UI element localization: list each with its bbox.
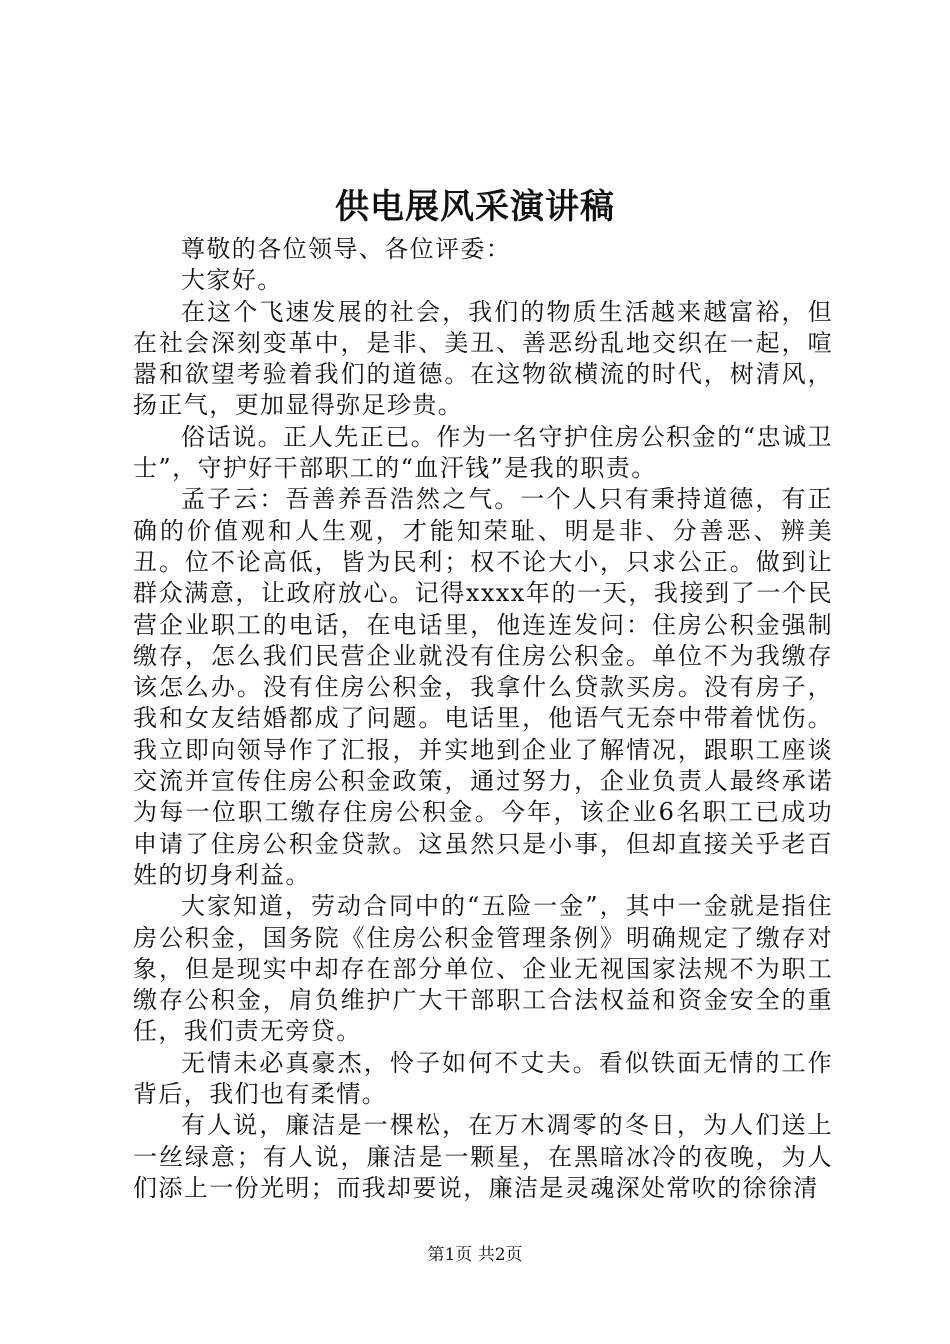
paragraph: 孟子云：吾善养吾浩然之气。一个人只有秉持道德，有正确的价值观和人生观，才能知荣耻、明是非、分善恶、辨美丑。位不论高低，皆为民利；权不论大小，只求公正。做到让群众满意，让政府放心。记得xxxx年的一天，我接到了一个民营企业职工的电话，在电话里，他连连发问：住房公积金强制缴存，怎么我们民营企业就没有住房公积金。单位不为我缴存该怎么办。没有住房公积金，我拿什么贷款买房。没有房子，我和女友结婚都成了问题。电话里，他语气无奈中带着忧伤。我立即向领导作了汇报，并实地到企业了解情况，跟职工座谈交流并宣传住房公积金政策，通过努力，企业负责人最终承诺为每一位职工缴存住房公积金。今年，该企业6名职工已成功申请了住房公积金贷款。这虽然只是小事，但却直接关乎老百姓的切身利益。 bbox=[133, 485, 833, 889]
paragraph-salutation: 尊敬的各位领导、各位评委： bbox=[181, 235, 512, 263]
paragraph: 俗话说。正人先正已。作为一名守护住房公积金的“忠诚卫士”，守护好干部职工的“血汗钱”是我的职责。 bbox=[133, 422, 833, 483]
paragraph: 大家知道，劳动合同中的“五险一金”，其中一金就是指住房公积金，国务院《住房公积金管理条例》明确规定了缴存对象，但是现实中却存在部分单位、企业无视国家法规不为职工缴存公积金，肩负维护广大干部职工合法权益和资金安全的重任，我们责无旁贷。 bbox=[133, 892, 833, 1046]
paragraph: 无情未必真豪杰，怜子如何不丈夫。看似铁面无情的工作背后，我们也有柔情。 bbox=[133, 1048, 833, 1109]
document-body bbox=[133, 234, 833, 1204]
paragraph: 有人说，廉洁是一棵松，在万木凋零的冬日，为人们送上一丝绿意；有人说，廉洁是一颗星，在黑暗冰冷的夜晚，为人们添上一份光明；而我却要说，廉洁是灵魂深处常吹的徐徐清 bbox=[133, 1111, 833, 1202]
document-title: 供电展风采演讲稿 bbox=[335, 187, 615, 227]
page-number-footer: 第1页 共2页 bbox=[427, 1245, 523, 1265]
paragraph: 在这个飞速发展的社会，我们的物质生活越来越富裕，但在社会深刻变革中，是非、美丑、善恶纷乱地交织在一起，喧嚣和欲望考验着我们的道德。在这物欲横流的时代，树清风，扬正气，更加显得弥足珍贵。 bbox=[133, 297, 833, 420]
paragraph-greeting: 大家好。 bbox=[181, 266, 283, 295]
